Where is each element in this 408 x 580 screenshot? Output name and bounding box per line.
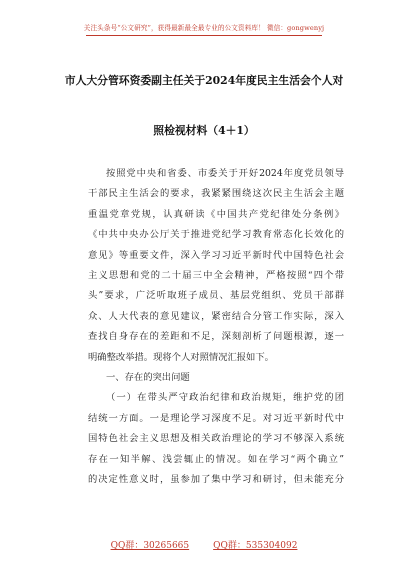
body-line: 结统一方面。一是理论学习深度不足。对习近平新时代中 bbox=[88, 412, 344, 424]
body-line: 干部民主生活会的要求，我紧紧围绕这次民主生活会主题 bbox=[88, 188, 344, 200]
body-line: （一）在带头严守政治纪律和政治规矩，维护党的团 bbox=[106, 392, 344, 404]
body-line: 头”要求，广泛听取班子成员、基层党组织、党员干部群 bbox=[88, 290, 344, 302]
body-line: 国特色社会主义思想及相关政治理论的学习不够深入系统 bbox=[88, 433, 344, 445]
body-line: 存在一知半解、浅尝辄止的情况。如在学习“两个确立” bbox=[88, 453, 344, 465]
body-line: 明确整改举措。现将个人对照情况汇报如下。 bbox=[88, 351, 274, 363]
footer-qq-group-1[interactable]: QQ群：30265665 bbox=[110, 541, 190, 551]
footer bbox=[0, 538, 408, 551]
body-line: 意见》等重要文件，深入学习习近平新时代中国特色社会 bbox=[88, 249, 344, 261]
body-line: 按照党中央和省委、市委关于开好2024年度党员领导 bbox=[106, 168, 344, 179]
document-title-line-2: 照检视材料（4＋1） bbox=[153, 124, 255, 137]
body-line: 《中共中央办公厅关于推进党纪学习教育常态化长效化的 bbox=[88, 229, 344, 241]
document-title-line-1: 市人大分管环资委副主任关于2024年度民主生活会个人对 bbox=[64, 74, 344, 87]
header-divider bbox=[86, 35, 322, 36]
body-line: 的决定性意义时，虽参加了集中学习和研讨，但未能充分 bbox=[88, 474, 344, 486]
header-banner: 关注头条号“公文研究”，获得最新最全最专业的公文资料库！ 微信：gongwenyj bbox=[83, 24, 325, 32]
body-line: 查找自身存在的差距和不足，深刻剖析了问题根源，逐一 bbox=[88, 331, 344, 343]
body-line: 重温党章党规，认真研读《中国共产党纪律处分条例》 bbox=[88, 208, 344, 220]
footer-qq-group-2[interactable]: QQ群：535304092 bbox=[213, 541, 298, 551]
body-line: 主义思想和党的二十届三中全会精神，严格按照“四个带 bbox=[88, 270, 344, 282]
document-body bbox=[88, 164, 344, 491]
section-heading: 一、存在的突出问题 bbox=[106, 372, 190, 384]
body-line: 众、人大代表的意见建议，紧密结合分管工作实际，深入 bbox=[88, 310, 344, 322]
